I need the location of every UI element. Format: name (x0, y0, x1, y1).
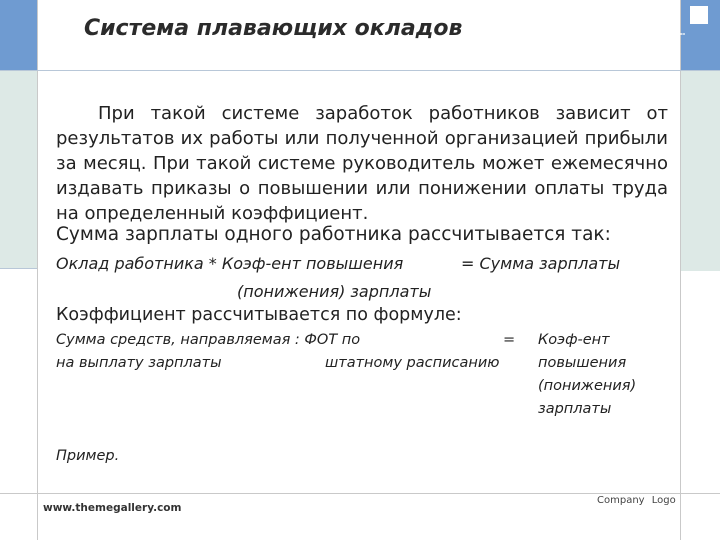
coef-line: Коэффициент рассчитывается по формуле: (56, 305, 462, 325)
example-label: Пример. (56, 448, 120, 464)
left-band-divider (0, 268, 37, 269)
formula1-continuation: (понижения) зарплаты (237, 282, 432, 301)
formula1-left: Оклад работника * Коэф-ент повышения (56, 254, 404, 273)
frame-line-right (680, 0, 681, 540)
formula1-right: = Сумма зарплаты (461, 254, 621, 273)
frame-line-left (37, 0, 38, 540)
formula2-result-3: (понижения) (538, 378, 637, 394)
right-strip-mid (681, 71, 720, 271)
slide-title: Система плавающих окладов (84, 16, 463, 41)
left-band-top (0, 0, 37, 70)
left-band-mid (0, 70, 37, 268)
corner-square (690, 6, 708, 24)
formula2-result-1: Коэф-ент (538, 332, 610, 348)
formula2-line2-left: на выплату зарплаты (56, 355, 222, 371)
main-paragraph (56, 101, 668, 226)
sum-line: Сумма зарплаты одного работника рассчитывается так: (56, 224, 611, 245)
formula2-equals: = (503, 332, 516, 348)
footer-company-logo: Company Logo (597, 495, 676, 506)
formula2-result-4: зарплаты (538, 401, 612, 417)
footer-website: www.themegallery.com (43, 502, 182, 514)
paragraph-text: При такой системе заработок работников зависит от результатов их работы или полученной организацией прибыли за месяц. При такой системе руководитель может ежемесячно издавать приказы о повышении или понижении оплаты труда на определенный коэффициент. (56, 103, 668, 224)
formula2-line2-right: штатному расписанию (325, 355, 500, 371)
header-divider (0, 70, 720, 71)
formula2-line1: Сумма средств, направляемая : ФОТ по (56, 332, 361, 348)
footer-divider (0, 493, 720, 494)
sparkle-star-icon (626, 0, 686, 66)
formula2-result-2: повышения (538, 355, 627, 371)
left-band-bottom (0, 268, 37, 540)
